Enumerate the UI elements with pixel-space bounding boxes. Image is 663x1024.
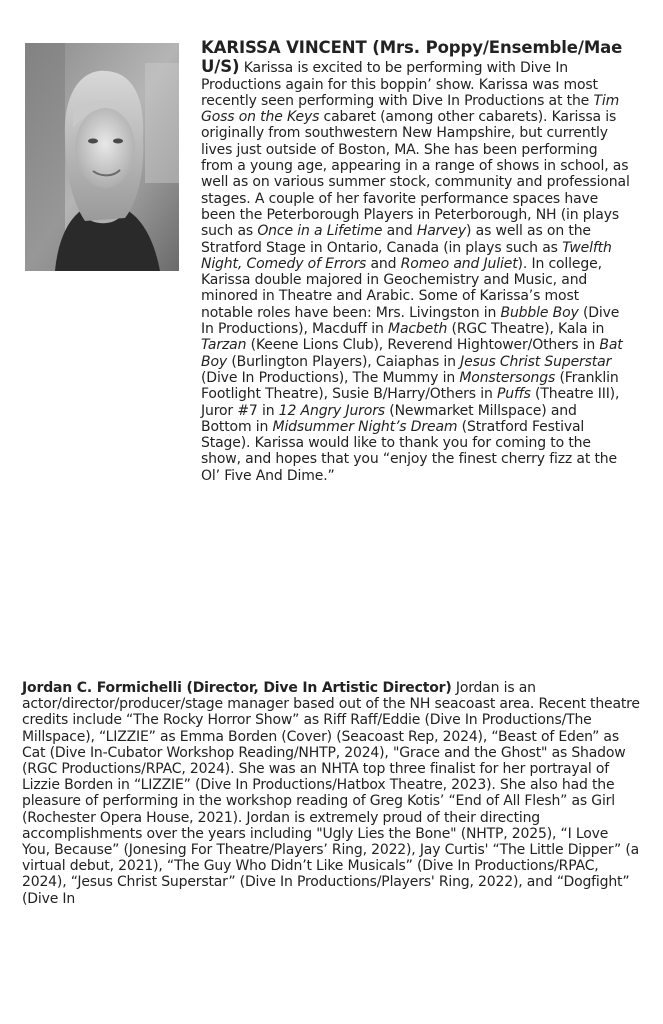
show-title: Twelfth Night, Comedy of Errors bbox=[201, 239, 612, 272]
bio-karissa-vincent: KARISSA VINCENT (Mrs. Poppy/Ensemble/Mae U/S) Karissa is excited to be performing with Dive In Productions again for this boppin’ show. Karissa was most recently seen performing with Dive In Productions at the Tim Goss on the Keys cabaret (among other cabarets). Karissa is originally from southwestern New Hampshire, but currently lives just outside of Boston, MA. She has been performing from a young age, appearing in a range of shows in school, as well as on various summer stock, community and professional stages. A couple of her favorite performance spaces have been the Peterborough Players in Peterborough, NH (in plays such as Once in a Lifetime and Harvey) as well as on the Stratford Stage in Ontario, Canada (in plays such as Twelfth Night, Comedy of Errors and Romeo and Juliet). In college, Karissa double majored in Geochemistry and Music, and minored in Theatre and Arabic. Some of Karissa’s most notable roles have been: Mrs. Livingston in Bubble Boy (Dive In Productions), Macduff in Macbeth (RGC Theatre), Kala in Tarzan (Keene Lions Club), Reverend Hightower/Others in Bat Boy (Burlington Players), Caiaphas in Jesus Christ Superstar (Dive In Productions), The Mummy in Monstersongs (Franklin Footlight Theatre), Susie B/Harry/Others in Puffs (Theatre III), Juror #7 in 12 Angry Jurors (Newmarket Millspace) and Bottom in Midsummer Night’s Dream (Stratford Festival Stage). Karissa would like to thank you for coming to the show, and hopes that you “enjoy the finest cherry fizz at the Ol’ Five And Dime.” bbox=[201, 38, 630, 484]
show-title: Romeo and Juliet bbox=[400, 255, 518, 272]
show-title: Macbeth bbox=[388, 321, 448, 338]
headshot-photo bbox=[25, 43, 179, 271]
show-title: Once in a Lifetime bbox=[257, 223, 383, 240]
show-title: Bubble Boy bbox=[500, 304, 579, 321]
show-title: Midsummer Night’s Dream bbox=[272, 418, 458, 435]
show-title: Tarzan bbox=[201, 337, 247, 354]
bio-jordan-formichelli bbox=[22, 680, 640, 907]
show-title: Harvey bbox=[416, 223, 467, 240]
bio-text: Jordan is an actor/director/producer/stage manager based out of the NH seacoast area. Recent theatre credits include “The Rocky Horror Show” as Riff Raff/Eddie (Dive In Productions/The Millspace), “LIZZIE” as Emma Borden (Cover) (Seacoast Rep, 2024), “Beast of Eden” as Cat (Dive In-Cubator Workshop Reading/NHTP, 2024), "Grace and the Ghost" as Shadow (RGC Productions/RPAC, 2024). She was an NHTA top three finalist for her portrayal of Lizzie Borden in “LIZZIE” (Dive In Productions/Hatbox Theatre, 2023). She also had the pleasure of performing in the workshop reading of Greg Kotis’ “End of All Flesh” as Girl (Rochester Opera House, 2021). Jordan is extremely proud of their directing accomplishments over the years including "Ugly Lies the Bone" (NHTP, 2025), “I Love You, Because” (Jonesing For Theatre/Players’ Ring, 2022), Jay Curtis' “The Little Dipper” (a virtual debut, 2021), “The Guy Who Didn’t Like Musicals” (Dive In Productions/RPAC, 2024), “Jesus Christ Superstar” (Dive In Productions/Players' Ring, 2022), and “Dogfight” (Dive In bbox=[22, 680, 640, 907]
show-title: Puffs bbox=[497, 386, 531, 403]
show-title: Tim Goss on the Keys bbox=[201, 92, 620, 126]
show-title: Jesus Christ Superstar bbox=[460, 353, 612, 370]
bio-name: Jordan C. Formichelli (Director, Dive In Artistic Director) bbox=[22, 680, 452, 696]
bio-name: KARISSA VINCENT (Mrs. Poppy/Ensemble/Mae U/S) bbox=[201, 38, 623, 77]
show-title: Bat Boy bbox=[201, 337, 623, 370]
show-title: Monstersongs bbox=[459, 369, 556, 386]
show-title: 12 Angry Jurors bbox=[278, 402, 385, 419]
